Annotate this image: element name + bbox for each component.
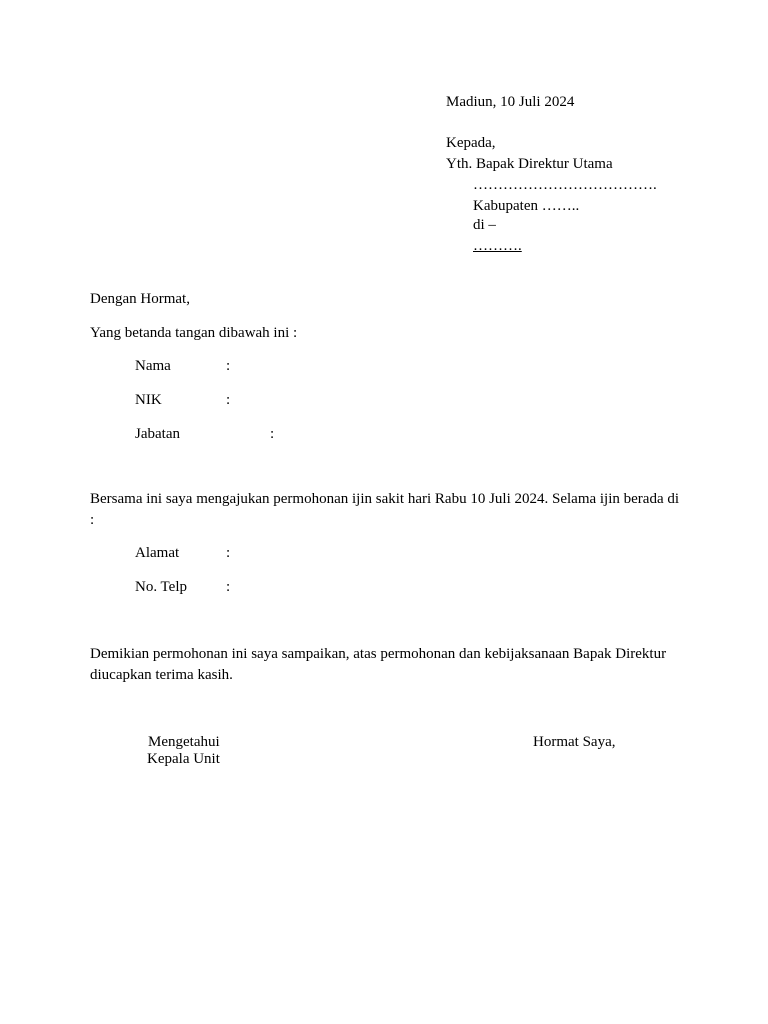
field-colon-alamat: : [226,545,231,561]
place-date: Madiun, 10 Juli 2024 [446,94,575,110]
di-line: di – [473,217,496,233]
signature-left-role: Kepala Unit [147,751,220,767]
address-dots: ………………………………. [473,177,657,193]
field-label-nik: NIK [135,392,162,408]
field-label-nama: Nama [135,358,171,374]
field-colon-telp: : [226,579,231,595]
greeting: Dengan Hormat, [90,291,190,307]
signature-right: Hormat Saya, [533,734,616,750]
regency-line: Kabupaten …….. [473,198,580,214]
request-paragraph: Bersama ini saya mengajukan permohonan ijin sakit hari Rabu 10 Juli 2024. Selama ijin berada di : [90,491,680,528]
field-colon-nama: : [226,358,231,374]
field-label-telp: No. Telp [135,579,188,595]
recipient-label: Kepada, [446,135,496,151]
field-colon-jabatan: : [270,426,275,442]
closing-paragraph: Demikian permohonan ini saya sampaikan, atas permohonan dan kebijaksanaan Bapak Direktur diucapkan terima kasih. [90,646,667,683]
intro-line: Yang betanda tangan dibawah ini : [90,325,298,341]
field-colon-nik: : [226,392,231,408]
field-label-jabatan: Jabatan [135,426,180,442]
addressee: Yth. Bapak Direktur Utama [446,156,613,172]
field-label-alamat: Alamat [135,545,180,561]
location-dots: ………. [473,238,522,254]
signature-left-title: Mengetahui [148,734,220,750]
